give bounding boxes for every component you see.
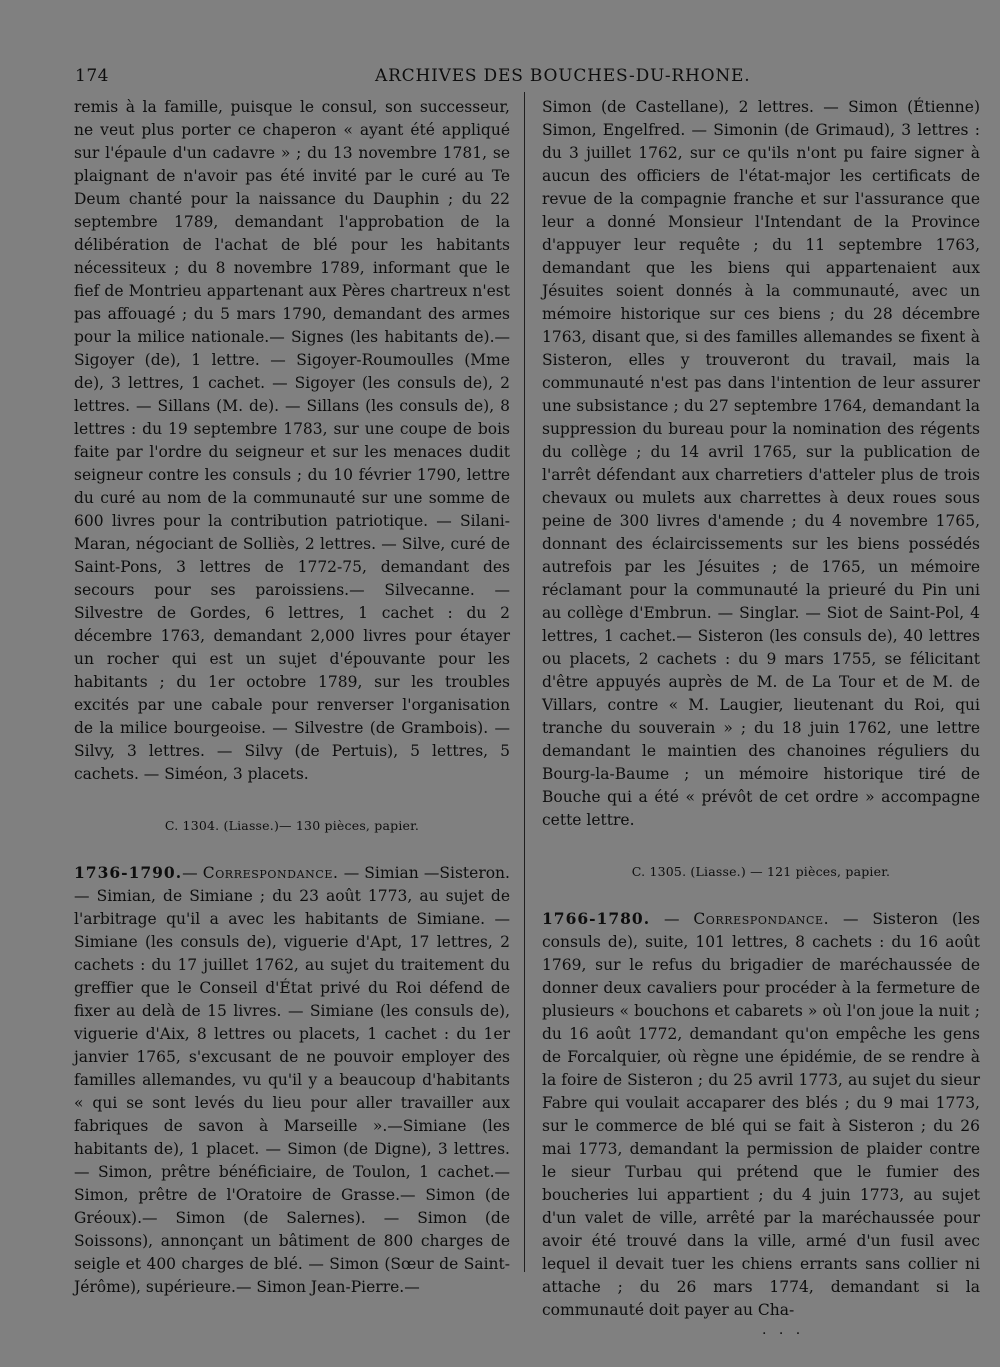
entry-text: — Simian —Sisteron. — Simian, de Simiane ; du 23 août 1773, au sujet de l'arbitrage qu'il a avec les habitants de Simiane. — Simiane (les consuls de), viguerie d'Apt, 17 lettres, 2 cachets : du 17 juillet 1762, au sujet du traitement du greffier que le Conseil d'État privé du Roi défend de fixer au delà de 15 livres. — Simiane (les consuls de), viguerie d'Aix, 8 lettres ou placets, 1 cachet : du 1er janvier 1765, s'excusant de ne pouvoir employer des familles allemandes, vu qu'il y a beaucoup d'habitants « qui se sont levés du lieu pour aller travailler aux fabriques de savon à Marseille ».—Simiane (les habitants de), 1 placet. — Simon (de Digne), 3 lettres. — Simon, prêtre bénéficiaire, de Toulon, 1 cachet.— Simon, prêtre de l'Oratoire de Grasse.— Simon (de Gréoux).— Simon (de Salernes). — Simon (de Soissons), annonçant un bâtiment de 800 charges de seigle et 400 charges de blé. — Simon (Sœur de Saint-Jérôme), supérieure.— Simon Jean-Pierre.— [74,864,510,1296]
entry-dates: 1736-1790. [74,863,183,882]
liasse-caption-c1304: C. 1304. (Liasse.)— 130 pièces, papier. [164,818,420,833]
entry-dash: — [182,864,198,882]
column-divider [524,92,525,1272]
running-title: ARCHIVES DES BOUCHES-DU-RHONE. [375,66,751,86]
entry-dates: 1766-1780. [542,909,651,928]
entry-label: Correspondance. [693,910,830,928]
entry-c1305 [542,907,980,1322]
entry-c1304 [74,861,510,1299]
footer-marks: . . . [762,1322,805,1338]
left-column [74,96,510,1299]
left-paragraph-1: remis à la famille, puisque le consul, son successeur, ne veut plus porter ce chaperon « ayant été appliqué sur l'épaule d'un cadavre » ; du 13 novembre 1781, se plaignant de n'avoir pas été invité par le curé au Te Deum chanté pour la naissance du Dauphin ; du 22 septembre 1789, demandant l'approbation de la délibération de l'achat de blé pour les habitants nécessiteux ; du 8 novembre 1789, informant que le fief de Montrieu appartenant aux Pères chartreux n'est pas affouagé ; du 5 mars 1790, demandant des armes pour la milice nationale.— Signes (les habitants de).— Sigoyer (de), 1 lettre. — Sigoyer-Roumoulles (Mme de), 3 lettres, 1 cachet. — Sigoyer (les consuls de), 2 lettres. — Sillans (M. de). — Sillans (les consuls de), 8 lettres : du 19 septembre 1783, sur une coupe de bois faite par l'ordre du seigneur et sur les menaces dudit seigneur contre les consuls ; du 10 février 1790, lettre du curé au nom de la communauté sur une somme de 600 livres pour la contribution patriotique. — Silani-Maran, négociant de Solliès, 2 lettres. — Silve, curé de Saint-Pons, 3 lettres de 1772-75, demandant des secours pour ses paroissiens.— Silvecanne. — Silvestre de Gordes, 6 lettres, 1 cachet : du 2 décembre 1763, demandant 2,000 livres pour étayer un rocher qui est un sujet d'épouvante pour les habitants ; du 1er octobre 1789, sur les troubles excités par une cabale pour renverser l'organisation de la milice bourgeoise. — Silvestre (de Grambois). — Silvy, 3 lettres. — Silvy (de Pertuis), 5 lettres, 5 cachets. — Siméon, 3 placets. [74,98,510,783]
entry-text: — Sisteron (les consuls de), suite, 101 lettres, 8 cachets : du 16 août 1769, sur le refus du brigadier de maréchaussée de donner deux cavaliers pour procéder à la fermeture de plusieurs « bouchons et cabarets » où l'on joue la nuit ; du 16 août 1772, demandant qu'on empêche les gens de Forcalquier, où règne une épidémie, de se rendre à la foire de Sisteron ; du 25 avril 1773, au sujet du sieur Fabre qui voulait accaparer des blés ; du 9 mai 1773, sur le commerce de blé qui se fait à Sisteron ; du 26 mai 1773, demandant la permission de plaider contre le sieur Turbau qui prétend que le fumier des boucheries lui appartient ; du 4 juin 1773, au sujet d'un valet de ville, arrêté par la maréchaussée pour avoir été trouvé dans la ville, armé d'un fusil avec lequel il devait tuer les chiens errants sans collier ni attache ; du 26 mars 1774, demandant si la communauté doit payer au Cha- [542,910,980,1319]
right-paragraph-1: Simon (de Castellane), 2 lettres. — Simon (Étienne) Simon, Engelfred. — Simonin (de Grimaud), 3 lettres : du 3 juillet 1762, sur ce qu'ils n'ont pu faire signer à aucun des officiers de l'état-major les certificats de revue de la compagnie franche et sur l'assurance que leur a donné Monsieur l'Intendant de la Province d'appuyer leur requête ; du 11 septembre 1763, demandant que les biens qui appartenaient aux Jésuites soient donnés à la communauté, avec un mémoire historique sur ces biens ; du 28 décembre 1763, disant que, si des familles allemandes se fixent à Sisteron, elles y trouveront du travail, mais la communauté n'est pas dans l'intention de leur assurer une subsistance ; du 27 septembre 1764, demandant la suppression du bureau pour la nomination des régents du collège ; du 14 avril 1765, sur la publication de l'arrêt défendant aux charretiers d'atteler plus de trois chevaux ou mulets aux charrettes à deux roues sous peine de 300 livres d'amende ; du 4 novembre 1765, donnant des éclaircissements sur les biens possédés autrefois par les Jésuites ; de 1765, un mémoire réclamant pour la communauté la prieuré du Pin uni au collège d'Embrun. — Singlar. — Siot de Saint-Pol, 4 lettres, 1 cachet.— Sisteron (les consuls de), 40 lettres ou placets, 2 cachets : du 9 mars 1755, se félicitant d'être appuyés auprès de M. de La Tour et de M. de Villars, contre « M. Laugier, lieutenant du Roi, qui tranche du souverain » ; du 18 juin 1762, une lettre demandant le maintien des chanoines réguliers du Bourg-la-Baume ; un mémoire historique tiré de Bouche qui a été « prévôt de cet ordre » accompagne cette lettre. [542,98,980,829]
page-number: 174 [75,66,109,86]
liasse-caption-c1305: C. 1305. (Liasse.) — 121 pièces, papier. [631,864,891,879]
entry-dash: — [663,910,680,928]
entry-label: Correspondance. [202,864,339,882]
right-column [542,96,980,1322]
